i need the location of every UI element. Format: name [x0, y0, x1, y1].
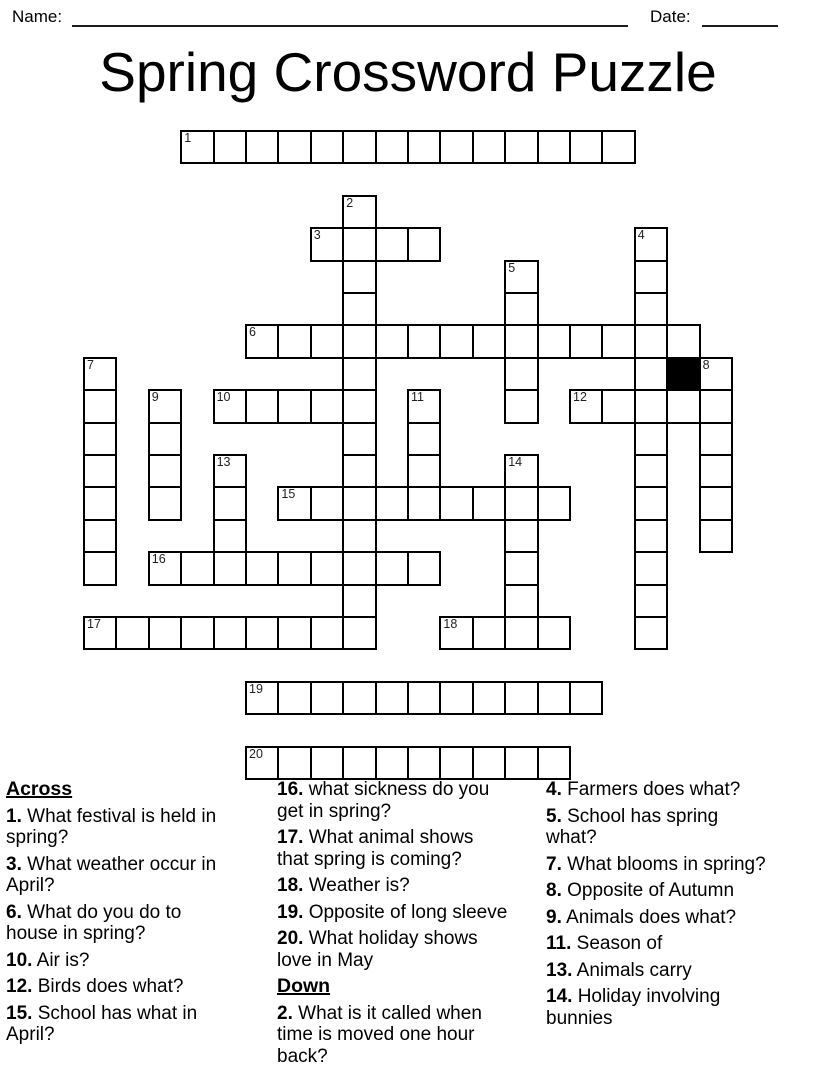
- grid-cell[interactable]: [439, 681, 473, 715]
- grid-cell[interactable]: [310, 551, 344, 585]
- grid-cell[interactable]: [537, 324, 571, 358]
- grid-cell[interactable]: [569, 389, 603, 423]
- clue-number: 8.: [546, 880, 562, 901]
- grid-cell[interactable]: [375, 681, 409, 715]
- grid-cell[interactable]: [472, 616, 506, 650]
- grid-cell[interactable]: [83, 357, 117, 391]
- grid-cell[interactable]: [699, 389, 733, 423]
- grid-cell[interactable]: [148, 551, 182, 585]
- grid-cell[interactable]: [310, 681, 344, 715]
- clue-across-10: 10. Air is?: [6, 949, 90, 971]
- grid-cell[interactable]: [537, 130, 571, 164]
- grid-cell[interactable]: [504, 130, 538, 164]
- grid-cell[interactable]: [375, 486, 409, 520]
- clue-number: 17.: [277, 827, 304, 848]
- grid-cell[interactable]: [375, 746, 409, 780]
- clue-down-11: 11. Season of: [546, 933, 663, 954]
- grid-cell[interactable]: [180, 551, 214, 585]
- clue-number: 14.: [546, 986, 573, 1007]
- grid-cell[interactable]: [634, 227, 668, 261]
- grid-cell[interactable]: [245, 681, 279, 715]
- clue-across-16: 16. what sickness do you get in spring?: [277, 779, 490, 822]
- cell-number: 4: [637, 228, 645, 243]
- grid-cell[interactable]: [148, 486, 182, 520]
- grid-cell[interactable]: [342, 389, 376, 423]
- grid-cell[interactable]: [245, 130, 279, 164]
- grid-cell[interactable]: [83, 389, 117, 423]
- grid-cell[interactable]: [342, 195, 376, 229]
- grid-cell[interactable]: [277, 681, 311, 715]
- grid-cell[interactable]: [213, 616, 247, 650]
- grid-cell[interactable]: [699, 454, 733, 488]
- grid-cell[interactable]: [634, 454, 668, 488]
- grid-cell[interactable]: [180, 616, 214, 650]
- clue-number: 2.: [277, 1002, 293, 1024]
- grid-cell[interactable]: [634, 519, 668, 553]
- date-label: Date:: [650, 7, 691, 26]
- grid-cell[interactable]: [342, 357, 376, 391]
- grid-cell[interactable]: [504, 389, 538, 423]
- grid-cell[interactable]: [504, 681, 538, 715]
- clue-across-15: 15. School has what in April?: [6, 1002, 198, 1045]
- grid-cell[interactable]: [439, 486, 473, 520]
- grid-cell[interactable]: [634, 486, 668, 520]
- grid-cell[interactable]: [407, 422, 441, 456]
- clue-down-9: 9. Animals does what?: [546, 906, 737, 928]
- cell-number: 8: [702, 357, 710, 372]
- cell-number: 3: [313, 228, 321, 243]
- grid-cell[interactable]: [407, 454, 441, 488]
- clue-column-1: [6, 779, 233, 1051]
- grid-cell[interactable]: [375, 324, 409, 358]
- clue-number: 11.: [546, 933, 572, 954]
- grid-cell[interactable]: [310, 324, 344, 358]
- clue-across-6: 6. What do you do to house in spring?: [6, 901, 182, 944]
- grid-cell[interactable]: [375, 227, 409, 261]
- cell-number: 10: [216, 390, 231, 405]
- clue-number: 4.: [546, 779, 562, 800]
- grid-cell[interactable]: [213, 486, 247, 520]
- grid-cell[interactable]: [245, 551, 279, 585]
- grid-cell[interactable]: [504, 584, 538, 618]
- clue-down-13: 13. Animals carry: [546, 959, 692, 981]
- clue-number: 6.: [6, 901, 22, 923]
- cell-number: 12: [573, 390, 587, 405]
- grid-cell[interactable]: [699, 486, 733, 520]
- grid-cell[interactable]: [699, 519, 733, 553]
- grid-cell[interactable]: [472, 486, 506, 520]
- clue-number: 18.: [277, 875, 304, 896]
- clue-down-8: 8. Opposite of Autumn: [546, 880, 735, 901]
- grid-cell[interactable]: [213, 130, 247, 164]
- grid-cell[interactable]: [342, 422, 376, 456]
- grid-cell[interactable]: [601, 324, 635, 358]
- grid-cell[interactable]: [277, 616, 311, 650]
- grid-cell[interactable]: [245, 324, 279, 358]
- clue-number: 19.: [277, 901, 304, 923]
- grid-cell[interactable]: [472, 746, 506, 780]
- grid-cell[interactable]: [342, 519, 376, 553]
- grid-cell[interactable]: [245, 389, 279, 423]
- cell-number: 13: [216, 455, 231, 469]
- grid-cell[interactable]: [504, 357, 538, 391]
- grid-cell[interactable]: [310, 746, 344, 780]
- grid-cell[interactable]: [407, 389, 441, 423]
- grid-cell[interactable]: [310, 130, 344, 164]
- grid-cell[interactable]: [569, 130, 603, 164]
- grid-cell[interactable]: [699, 357, 733, 391]
- cell-number: 1: [184, 131, 192, 145]
- grid-cell[interactable]: [439, 746, 473, 780]
- grid-cell[interactable]: [407, 324, 441, 358]
- clue-number: 7.: [546, 853, 562, 875]
- grid-cell[interactable]: [601, 389, 635, 423]
- grid-cell[interactable]: [342, 551, 376, 585]
- grid-cell[interactable]: [504, 292, 538, 326]
- grid-cell[interactable]: [634, 616, 668, 650]
- grid-cell[interactable]: [213, 519, 247, 553]
- grid-cell[interactable]: [569, 324, 603, 358]
- grid-cell[interactable]: [245, 746, 279, 780]
- grid-cell[interactable]: [504, 519, 538, 553]
- grid-cell[interactable]: [342, 746, 376, 780]
- grid-cell[interactable]: [504, 324, 538, 358]
- grid-cell[interactable]: [537, 681, 571, 715]
- grid-cell[interactable]: [342, 324, 376, 358]
- grid-cell[interactable]: [407, 227, 441, 261]
- clue-number: 10.: [6, 949, 33, 971]
- grid-cell[interactable]: [213, 389, 247, 423]
- grid-cell[interactable]: [634, 389, 668, 423]
- grid-cell[interactable]: [277, 389, 311, 423]
- black-cell: [666, 357, 700, 391]
- grid-cell[interactable]: [504, 486, 538, 520]
- grid-cell[interactable]: [148, 454, 182, 488]
- grid-cell[interactable]: [245, 616, 279, 650]
- cell-number: 6: [249, 325, 256, 340]
- grid-cell[interactable]: [342, 616, 376, 650]
- grid-cell[interactable]: [310, 486, 344, 520]
- cell-number: 11: [411, 390, 424, 405]
- grid-cell[interactable]: [504, 454, 538, 488]
- clue-across-20: 20. What holiday shows love in May: [277, 928, 478, 971]
- clue-column-3: [546, 779, 772, 1034]
- grid-cell[interactable]: [569, 681, 603, 715]
- grid-cell[interactable]: [342, 681, 376, 715]
- grid-cell[interactable]: [634, 292, 668, 326]
- grid-cell[interactable]: [83, 616, 117, 650]
- grid-cell[interactable]: [277, 324, 311, 358]
- grid-cell[interactable]: [439, 324, 473, 358]
- grid-cell[interactable]: [666, 389, 700, 423]
- clue-across-18: 18. Weather is?: [277, 875, 410, 896]
- grid-cell[interactable]: [537, 746, 571, 780]
- clue-down-14: 14. Holiday involving bunnies: [546, 986, 721, 1029]
- name-fill-line[interactable]: [72, 8, 628, 27]
- grid-cell[interactable]: [148, 389, 182, 423]
- grid-cell[interactable]: [83, 422, 117, 456]
- grid-cell[interactable]: [634, 422, 668, 456]
- grid-cell[interactable]: [180, 130, 214, 164]
- grid-cell[interactable]: [439, 130, 473, 164]
- grid-cell[interactable]: [342, 486, 376, 520]
- grid-cell[interactable]: [472, 130, 506, 164]
- cell-number: 17: [87, 617, 101, 631]
- cell-number: 2: [346, 195, 354, 210]
- grid-cell[interactable]: [83, 486, 117, 520]
- clue-number: 9.: [546, 906, 562, 928]
- grid-cell[interactable]: [277, 486, 311, 520]
- grid-cell[interactable]: [407, 681, 441, 715]
- grid-cell[interactable]: [115, 616, 149, 650]
- grid-cell[interactable]: [537, 486, 571, 520]
- cell-number: 20: [249, 746, 263, 761]
- clue-number: 1.: [6, 805, 22, 827]
- cell-number: 16: [151, 552, 166, 567]
- grid-cell[interactable]: [472, 324, 506, 358]
- clue-number: 3.: [6, 853, 22, 875]
- across-header: Across: [6, 778, 73, 800]
- clue-number: 16.: [277, 779, 304, 800]
- clue-across-1: 1. What festival is held in spring?: [6, 805, 217, 848]
- cell-number: 7: [87, 357, 94, 372]
- clue-number: 15.: [6, 1002, 33, 1024]
- grid-cell[interactable]: [699, 422, 733, 456]
- clue-number: 13.: [546, 959, 573, 981]
- clue-down-4: 4. Farmers does what?: [546, 779, 741, 800]
- clue-across-12: 12. Birds does what?: [6, 976, 184, 997]
- grid-cell[interactable]: [537, 616, 571, 650]
- clue-across-17: 17. What animal shows that spring is coming?: [277, 827, 474, 870]
- grid-cell[interactable]: [666, 324, 700, 358]
- grid-cell[interactable]: [83, 551, 117, 585]
- grid-cell[interactable]: [83, 519, 117, 553]
- grid-cell[interactable]: [504, 551, 538, 585]
- grid-cell[interactable]: [310, 389, 344, 423]
- cell-number: 9: [151, 390, 159, 405]
- grid-cell[interactable]: [148, 616, 182, 650]
- grid-cell[interactable]: [634, 584, 668, 618]
- grid-cell[interactable]: [504, 616, 538, 650]
- grid-cell[interactable]: [83, 454, 117, 488]
- page-title: Spring Crossword Puzzle: [99, 41, 717, 103]
- grid-cell[interactable]: [375, 130, 409, 164]
- grid-cell[interactable]: [601, 130, 635, 164]
- grid-cell[interactable]: [375, 551, 409, 585]
- grid-cell[interactable]: [407, 551, 441, 585]
- grid-cell[interactable]: [472, 681, 506, 715]
- cell-number: 19: [249, 681, 263, 696]
- grid-cell[interactable]: [213, 454, 247, 488]
- clue-number: 5.: [546, 805, 562, 827]
- clue-down-2: 2. What is it called when time is moved one hour back?: [277, 1002, 482, 1067]
- grid-cell[interactable]: [407, 486, 441, 520]
- grid-cell[interactable]: [277, 746, 311, 780]
- clue-column-2: [277, 779, 508, 1072]
- grid-cell[interactable]: [277, 551, 311, 585]
- grid-cell[interactable]: [342, 454, 376, 488]
- date-fill-line[interactable]: [702, 8, 778, 27]
- grid-cell[interactable]: [439, 616, 473, 650]
- cell-number: 15: [281, 487, 296, 502]
- grid-cell[interactable]: [342, 260, 376, 294]
- clue-down-7: 7. What blooms in spring?: [546, 853, 766, 875]
- cell-number: 5: [508, 260, 516, 275]
- clue-across-3: 3. What weather occur in April?: [6, 853, 217, 896]
- down-header: Down: [277, 975, 331, 997]
- grid-cell[interactable]: [213, 551, 247, 585]
- cell-number: 18: [443, 617, 458, 631]
- clue-number: 20.: [277, 928, 304, 949]
- grid-cell[interactable]: [148, 422, 182, 456]
- cell-number: 14: [508, 455, 523, 469]
- clue-number: 12.: [6, 976, 33, 997]
- name-label: Name:: [12, 7, 63, 26]
- grid-cell[interactable]: [342, 584, 376, 618]
- grid-cell[interactable]: [310, 616, 344, 650]
- grid-cell[interactable]: [310, 227, 344, 261]
- clue-down-5: 5. School has spring what?: [546, 805, 719, 848]
- grid-cell[interactable]: [407, 746, 441, 780]
- grid-cell[interactable]: [634, 551, 668, 585]
- grid-cell[interactable]: [634, 324, 668, 358]
- grid-cell[interactable]: [504, 260, 538, 294]
- grid-cell[interactable]: [504, 746, 538, 780]
- clue-across-19: 19. Opposite of long sleeve: [277, 901, 508, 923]
- grid-cell[interactable]: [634, 357, 668, 391]
- grid-cell[interactable]: [407, 130, 441, 164]
- grid-cell[interactable]: [342, 130, 376, 164]
- grid-cell[interactable]: [342, 292, 376, 326]
- grid-cell[interactable]: [277, 130, 311, 164]
- grid-cell[interactable]: [342, 227, 376, 261]
- grid-cell[interactable]: [634, 260, 668, 294]
